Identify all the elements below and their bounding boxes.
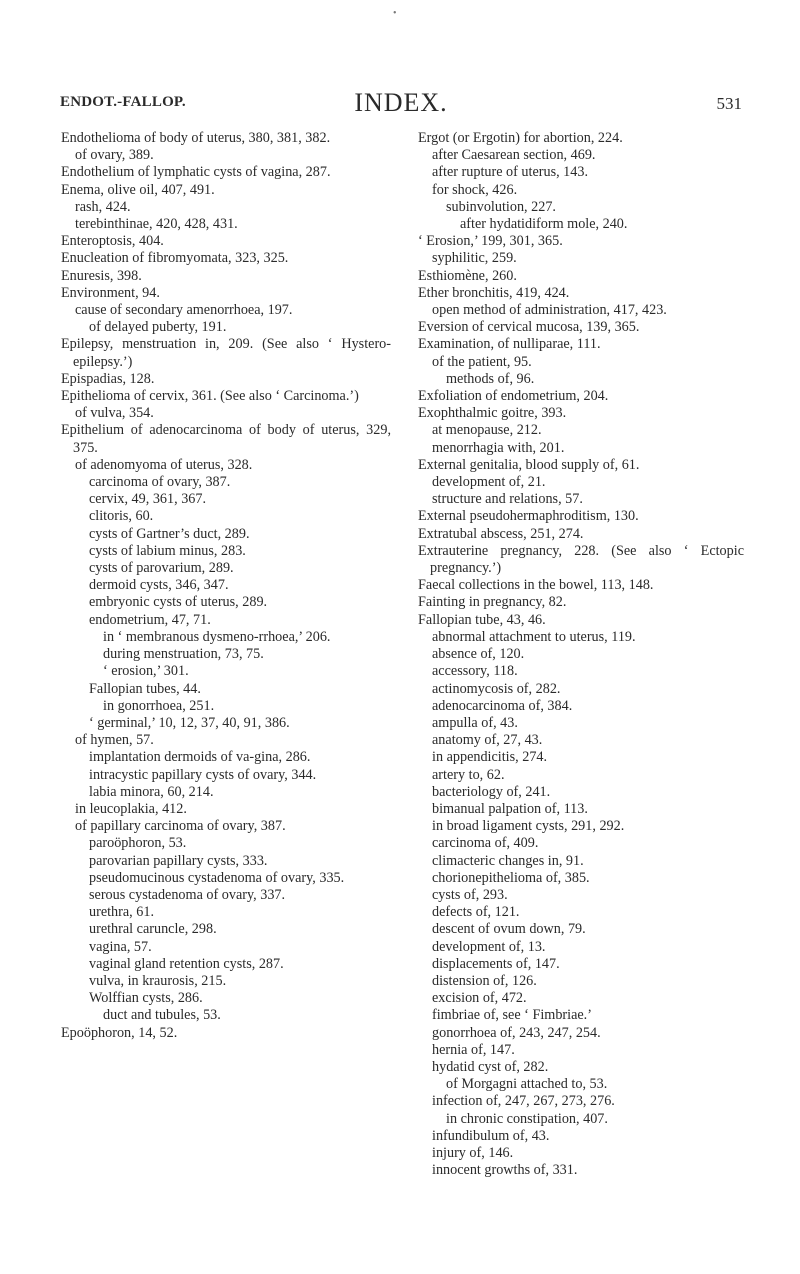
index-entry: syphilitic, 259. [432,250,517,267]
index-entry: Epoöphoron, 14, 52. [61,1024,178,1041]
index-entry: dermoid cysts, 346, 347. [89,577,229,594]
index-entry: Enucleation of fibromyomata, 323, 325. [61,250,289,267]
index-entry: cysts of Gartner’s duct, 289. [89,525,250,542]
index-entry: ‘ germinal,’ 10, 12, 37, 40, 91, 386. [89,714,290,731]
index-entry: External genitalia, blood supply of, 61. [418,456,640,473]
index-entry: fimbriae of, see ‘ Fimbriae.’ [432,1007,592,1024]
index-entry: in appendicitis, 274. [432,749,548,766]
index-entry: gonorrhoea of, 243, 247, 254. [432,1024,601,1041]
index-entry: of ovary, 389. [75,147,154,164]
index-entry: Extratubal abscess, 251, 274. [418,525,584,542]
index-entry: open method of administration, 417, 423. [432,302,667,319]
index-entry: anatomy of, 27, 43. [432,732,543,749]
index-entry: after rupture of uterus, 143. [432,164,589,181]
index-entry: actinomycosis of, 282. [432,680,561,697]
index-entry: bacteriology of, 241. [432,783,551,800]
index-entry: Enteroptosis, 404. [61,233,164,250]
index-entry: cysts of parovarium, 289. [89,560,234,577]
running-head-range: ENDOT.-FALLOP. [60,94,186,110]
index-entry: paroöphoron, 53. [89,835,187,852]
index-entry: Esthiomène, 260. [418,267,517,284]
top-mark: • [393,8,397,19]
index-entry: ‘ erosion,’ 301. [103,663,189,680]
index-entry: Epithelioma of cervix, 361. (See also ‘ Carcinoma.’) [61,388,359,405]
index-entry: subinvolution, 227. [446,198,556,215]
index-entry: endometrium, 47, 71. [89,611,211,628]
index-entry: of Morgagni attached to, 53. [446,1076,608,1093]
index-entry: Epispadias, 128. [61,370,155,387]
index-entry: bimanual palpation of, 113. [432,800,588,817]
index-entry: innocent growths of, 331. [432,1162,578,1179]
index-entry: Environment, 94. [61,284,160,301]
index-entry: carcinoma of, 409. [432,835,539,852]
index-entry: development of, 21. [432,474,546,491]
index-entry: descent of ovum down, 79. [432,921,586,938]
index-entry: Examination, of nulliparae, 111. [418,336,601,353]
index-entry: Fallopian tube, 43, 46. [418,611,546,628]
index-entry: after hydatidiform mole, 240. [460,216,628,233]
index-entry: Fallopian tubes, 44. [89,680,201,697]
index-entry: Eversion of cervical mucosa, 139, 365. [418,319,640,336]
index-entry: development of, 13. [432,938,546,955]
index-entry: of vulva, 354. [75,405,154,422]
index-entry: Faecal collections in the bowel, 113, 148. [418,577,654,594]
index-entry: Enuresis, 398. [61,267,142,284]
index-entry: vulva, in kraurosis, 215. [89,972,227,989]
index-entry: infection of, 247, 267, 273, 276. [432,1093,615,1110]
index-entry: hernia of, 147. [432,1041,515,1058]
index-entry: chorionepithelioma of, 385. [432,869,590,886]
index-entry: External pseudohermaphroditism, 130. [418,508,639,525]
index-entry: implantation dermoids of va-gina, 286. [89,749,311,766]
index-entry: in chronic constipation, 407. [446,1110,608,1127]
index-entry: pseudomucinous cystadenoma of ovary, 335. [89,869,345,886]
index-entry: abnormal attachment to uterus, 119. [432,628,636,645]
index-entry: Enema, olive oil, 407, 491. [61,181,215,198]
index-entry: vaginal gland retention cysts, 287. [89,955,284,972]
index-entry: of the patient, 95. [432,353,532,370]
index-entry: Fainting in pregnancy, 82. [418,594,567,611]
index-entry: Exfoliation of endometrium, 204. [418,388,609,405]
index-entry: vagina, 57. [89,938,152,955]
index-entry: Endothelium of lymphatic cysts of vagina, 287. [61,164,331,181]
index-entry: in leucoplakia, 412. [75,800,187,817]
index-entry: embryonic cysts of uterus, 289. [89,594,268,611]
index-entry: distension of, 126. [432,972,537,989]
index-entry: for shock, 426. [432,181,518,198]
index-entry: cysts of, 293. [432,886,508,903]
index-entry: artery to, 62. [432,766,505,783]
index-entry: displacements of, 147. [432,955,560,972]
page-title: INDEX. [354,88,448,117]
index-entry: cysts of labium minus, 283. [89,542,246,559]
index-entry: Endothelioma of body of uterus, 380, 381, 382. [61,130,331,146]
index-entry: of papillary carcinoma of ovary, 387. [75,818,286,835]
index-entry: urethra, 61. [89,904,155,921]
index-entry: defects of, 121. [432,904,520,921]
index-entry: absence of, 120. [432,646,525,663]
index-entry: in broad ligament cysts, 291, 292. [432,818,625,835]
page-number: 531 [716,94,742,113]
index-entry: intracystic papillary cysts of ovary, 344. [89,766,317,783]
index-entry: Epilepsy, menstruation in, 209. (See also ‘ Hystero-epilepsy.’) [61,336,391,370]
index-entry: Epithelium of adenocarcinoma of body of uterus, 329, 375. [61,422,391,456]
index-entry: Wolffian cysts, 286. [89,990,203,1007]
index-entry: of delayed puberty, 191. [89,319,227,336]
index-entry: of adenomyoma of uterus, 328. [75,456,253,473]
index-entry: in gonorrhoea, 251. [103,697,215,714]
index-entry: Exophthalmic goitre, 393. [418,405,567,422]
index-entry: infundibulum of, 43. [432,1127,550,1144]
index-entry: after Caesarean section, 469. [432,147,596,164]
index-entry: in ‘ membranous dysmeno-rrhoea,’ 206. [103,628,331,645]
index-entry: accessory, 118. [432,663,518,680]
index-entry: labia minora, 60, 214. [89,783,214,800]
index-entry: hydatid cyst of, 282. [432,1058,549,1075]
index-entry: cervix, 49, 361, 367. [89,491,207,508]
index-entry: Ergot (or Ergotin) for abortion, 224. [418,130,623,146]
index-entry: Ether bronchitis, 419, 424. [418,284,570,301]
index-entry: structure and relations, 57. [432,491,583,508]
index-entry: of hymen, 57. [75,732,154,749]
index-entry: during menstruation, 73, 75. [103,646,264,663]
index-entry: cause of secondary amenorrhoea, 197. [75,302,293,319]
index-entry: adenocarcinoma of, 384. [432,697,573,714]
index-entry: climacteric changes in, 91. [432,852,584,869]
index-entry: menorrhagia with, 201. [432,439,565,456]
index-entry: serous cystadenoma of ovary, 337. [89,886,286,903]
index-entry: injury of, 146. [432,1144,514,1161]
page-header [60,88,742,118]
index-entry: rash, 424. [75,198,131,215]
index-entry: ampulla of, 43. [432,714,518,731]
index-entry: ‘ Erosion,’ 199, 301, 365. [418,233,563,250]
index-entry: parovarian papillary cysts, 333. [89,852,268,869]
index-entry: methods of, 96. [446,370,535,387]
index-entry: excision of, 472. [432,990,527,1007]
index-entry: clitoris, 60. [89,508,154,525]
right-column [418,130,744,1179]
index-entry: terebinthinae, 420, 428, 431. [75,216,238,233]
index-entry: duct and tubules, 53. [103,1007,221,1024]
index-entry: carcinoma of ovary, 387. [89,474,231,491]
left-column [61,130,391,1042]
index-entry: Extrauterine pregnancy, 228. (See also ‘ Ectopic pregnancy.’) [418,542,744,577]
index-entry: at menopause, 212. [432,422,542,439]
index-entry: urethral caruncle, 298. [89,921,217,938]
